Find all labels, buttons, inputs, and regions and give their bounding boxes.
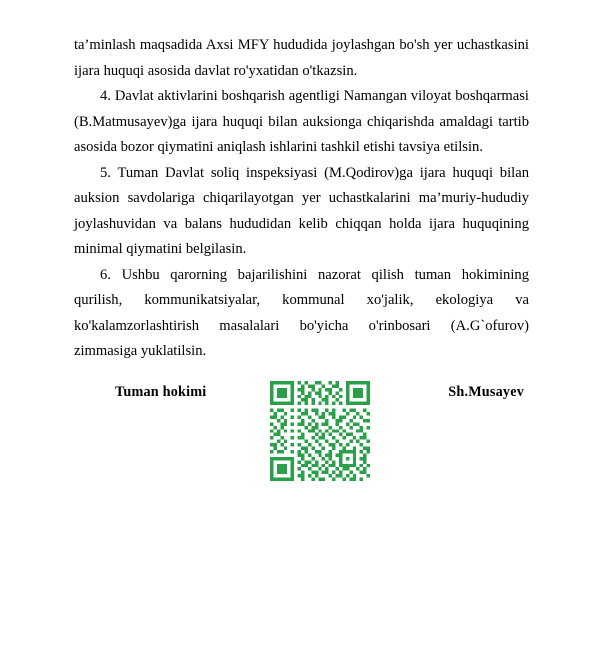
signature-name: Sh.Musayev — [448, 384, 524, 400]
qr-code-icon — [270, 381, 370, 481]
paragraph-5: 5. Tuman Davlat soliq inspeksiyasi (M.Qodirov)ga ijara huquqi bilan auksion savdolariga chiqarilayotgan yer uchastkalarini ma’muriy-hududiy joylashuvidan va balans hududidan kelib chiqqan holda ijara huquqining minimal qiymatini belgilasin. — [74, 164, 529, 257]
paragraph-6: 6. Ushbu qarorning bajarilishini nazorat qilish tuman hokimining qurilish, kommunikatsiyalar, kommunal xo'jalik, ekologiya va ko'kalamzorlashtirish masalalari bo'yicha o'rinbosari (A.G`ofurov) zimmasiga yuklatilsin. — [74, 266, 529, 359]
paragraph-continuation: ta’minlash maqsadida Axsi MFY hududida joylashgan bo'sh yer uchastkasini ijara huquqi asosida davlat ro'yxatidan o'tkazsin. — [74, 37, 529, 79]
paragraph-4: 4. Davlat aktivlarini boshqarish agentligi Namangan viloyat boshqarmasi (B.Matmusayev)ga ijara huquqi bilan auksionga chiqarishda amaldagi tartib asosida bozor qiymatini aniqlash ishlarini tashkil etishi tavsiya etilsin. — [74, 88, 529, 155]
document-body — [74, 33, 529, 365]
signature-title: Tuman hokimi — [115, 384, 207, 400]
qr-code-svg — [270, 381, 370, 481]
